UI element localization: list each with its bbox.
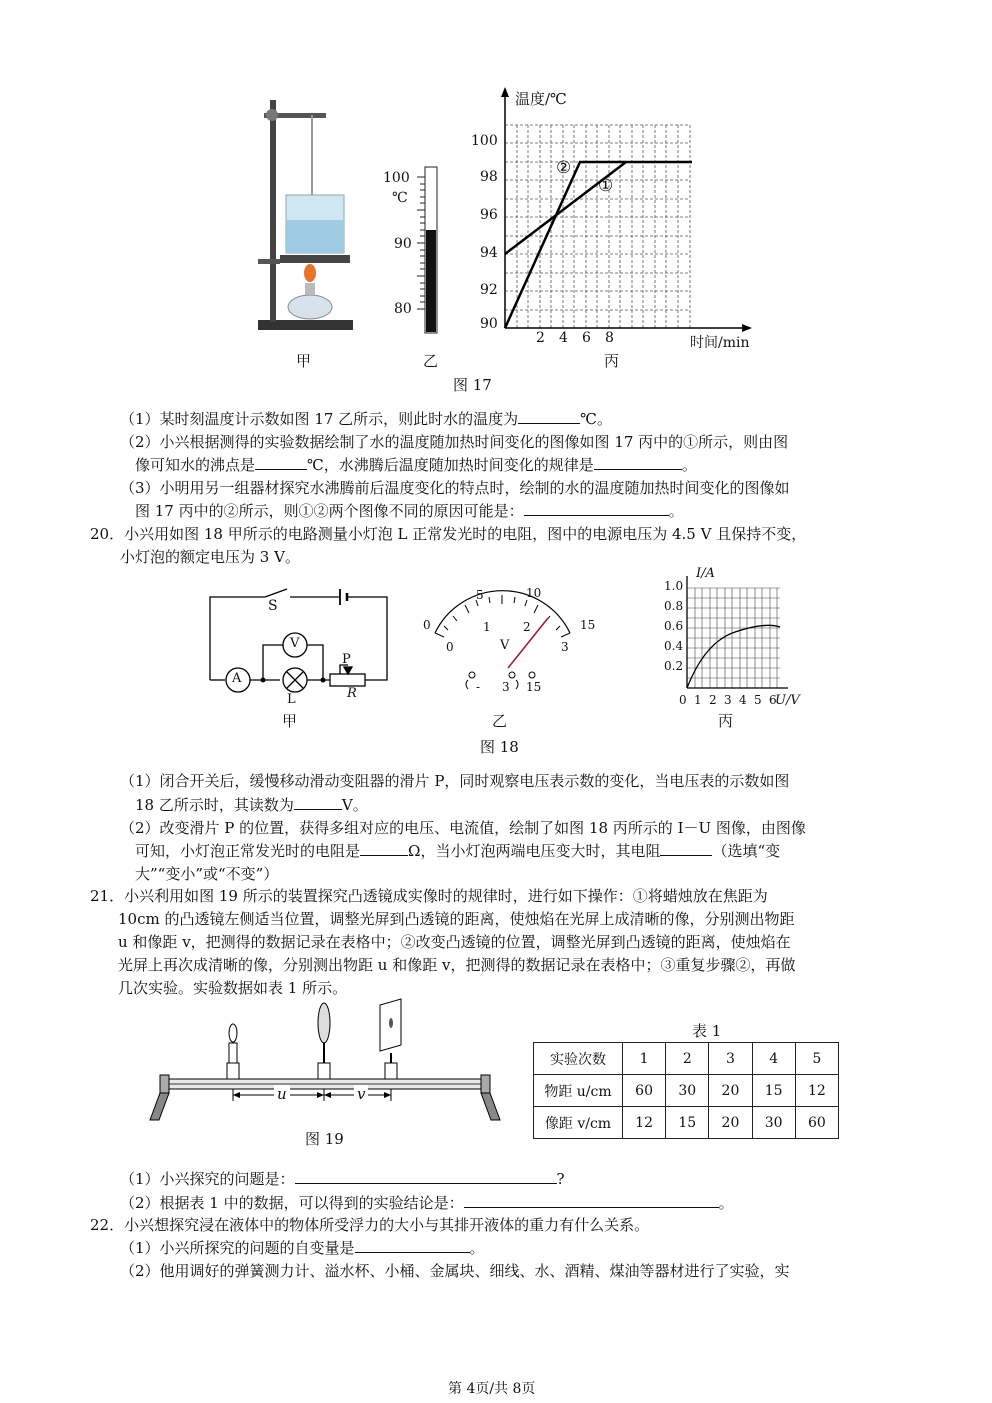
iu-ytick-0.6: 0.6 <box>664 619 684 633</box>
fig19-u-label: u <box>274 1085 290 1103</box>
q20-a2b: 可知，小灯泡正常发光时的电阻是 Ω，当小灯泡两端电压变大时，其电阻 （选填“变 <box>135 842 781 860</box>
voltmeter-bottom-2: 2 <box>523 620 531 634</box>
graph17-ytick-90: 90 <box>480 316 498 332</box>
iu-xlabel: U/V <box>775 693 800 708</box>
table-cell: 像距 v/cm <box>534 1107 623 1139</box>
fig17-caption: 图 17 <box>453 376 492 394</box>
fig17-label-yi: 乙 <box>423 352 439 370</box>
iu-xticks <box>679 693 781 707</box>
q19-line1: （1）某时刻温度计示数如图 17 乙所示，则此时水的温度为 ℃。 <box>120 410 612 428</box>
table-cell: 60 <box>795 1107 838 1139</box>
graph17-xtick-2: 2 <box>536 330 545 346</box>
table-cell: 物距 u/cm <box>534 1075 623 1107</box>
table-cell: 3 <box>709 1043 752 1075</box>
optical-bench <box>145 995 505 1125</box>
iu-xtick: 0 <box>679 693 687 707</box>
iu-graph <box>680 572 792 704</box>
fig17-graph <box>470 85 770 350</box>
table-row <box>534 1107 839 1139</box>
circuit-label-jia: 甲 <box>282 712 298 730</box>
iu-label-bing: 丙 <box>718 712 734 730</box>
circuit-ammeter-label: A <box>232 671 242 686</box>
answer-blank[interactable] <box>295 1169 557 1184</box>
q20-a2a: （2）改变滑片 P 的位置，获得多组对应的电压、电流值，绘制了如图 18 丙所示的 I－U 图像，由图像 <box>120 819 806 837</box>
answer-blank[interactable] <box>355 1238 470 1253</box>
thermo-unit: ℃ <box>392 190 408 206</box>
voltmeter-terminal-minus: - <box>476 680 481 694</box>
iu-ytick-0.2: 0.2 <box>664 659 684 673</box>
q21-line5: 几次实验。实验数据如表 1 所示。 <box>118 979 348 997</box>
voltmeter-bottom-3: 3 <box>561 640 569 654</box>
q21-line4: 光屏上再次成清晰的像，分别测出物距 u 和像距 v，把测得的数据记录在表格中；③重复步骤②，再做 <box>118 956 796 974</box>
voltmeter-bottom-0: 0 <box>446 640 454 654</box>
table-cell: 4 <box>752 1043 795 1075</box>
graph17-ylabel: 温度/℃ <box>515 90 567 108</box>
circuit-voltmeter-label: V <box>290 636 300 651</box>
table-cell: 15 <box>752 1075 795 1107</box>
graph17-xtick-8: 8 <box>605 330 614 346</box>
table-cell: 30 <box>752 1107 795 1139</box>
graph17-ytick-94: 94 <box>480 245 498 261</box>
q21-a2: （2）根据表 1 中的数据，可以得到的实验结论是： 。 <box>120 1194 734 1212</box>
table-row <box>534 1075 839 1107</box>
q21-line3: u 和像距 v，把测得的数据记录在表格中；②改变凸透镜的位置，调整光屏到凸透镜的距离，使烛焰在 <box>118 933 791 951</box>
table-cell: 20 <box>709 1107 752 1139</box>
circuit-slider-label: P <box>342 652 351 667</box>
graph17-ytick-98: 98 <box>480 169 498 185</box>
answer-blank[interactable] <box>255 455 307 470</box>
thermo-tick-80: 80 <box>394 301 412 317</box>
voltmeter-top-0: 0 <box>423 618 431 632</box>
graph17-xtick-4: 4 <box>559 330 568 346</box>
table-cell: 5 <box>795 1043 838 1075</box>
voltmeter-top-10: 10 <box>526 586 542 600</box>
table1 <box>533 1042 839 1139</box>
iu-ytick-0.8: 0.8 <box>664 599 684 613</box>
graph17-xlabel: 时间/min <box>690 335 750 351</box>
table-cell: 2 <box>666 1043 709 1075</box>
answer-blank[interactable] <box>294 795 342 810</box>
q19-line2b: 像可知水的沸点是 ℃，水沸腾后温度随加热时间变化的规律是 。 <box>135 456 697 474</box>
fig17-thermometer <box>378 165 458 337</box>
graph17-mark-2: ② <box>556 158 572 178</box>
q21-a1: （1）小兴探究的问题是： ? <box>120 1170 565 1188</box>
fig17-label-jia: 甲 <box>296 352 312 370</box>
page-footer: 第 4页/共 8页 <box>448 1381 536 1397</box>
q20-line1: 20．小兴用如图 18 甲所示的电路测量小灯泡 L 正常发光时的电阻，图中的电源电压为 4.5 V 且保持不变， <box>90 525 807 543</box>
table-cell: 15 <box>666 1107 709 1139</box>
iu-xtick: 2 <box>709 693 717 707</box>
table-row <box>534 1043 839 1075</box>
q21-line1: 21．小兴利用如图 19 所示的装置探究凸透镜成实像时的规律时，进行如下操作：①将蜡烛放在焦距为 <box>90 887 768 905</box>
table-cell: 1 <box>623 1043 666 1075</box>
q19-line3a: （3）小明用另一组器材探究水沸腾前后温度变化的特点时，绘制的水的温度随加热时间变化的图像如 <box>120 479 790 497</box>
q22-line1: 22．小兴想探究浸在液体中的物体所受浮力的大小与其排开液体的重力有什么关系。 <box>90 1216 650 1234</box>
q22-a2: （2）他用调好的弹簧测力计、溢水杯、小桶、金属块、细线、水、酒精、煤油等器材进行了实验，实 <box>120 1262 790 1280</box>
circuit-rheostat-label: R <box>347 686 357 701</box>
voltmeter-top-15: 15 <box>580 618 596 632</box>
voltmeter-terminal-15: 15 <box>526 680 542 694</box>
answer-blank[interactable] <box>360 841 408 856</box>
iu-xtick: 4 <box>739 693 747 707</box>
table-cell: 20 <box>709 1075 752 1107</box>
q20-a1b: 18 乙所示时，其读数为 V。 <box>135 796 368 814</box>
iu-xtick: 6 <box>769 693 777 707</box>
iu-xtick: 5 <box>754 693 762 707</box>
circuit-diagram <box>205 585 395 705</box>
circuit-lamp-label: L <box>287 692 296 707</box>
answer-blank[interactable] <box>594 455 682 470</box>
answer-blank[interactable] <box>524 501 669 516</box>
iu-ytick-0.4: 0.4 <box>664 639 684 653</box>
fig17-label-bing: 丙 <box>604 352 620 370</box>
iu-xtick: 1 <box>694 693 702 707</box>
voltmeter-bottom-1: 1 <box>483 620 491 634</box>
fig18-caption: 图 18 <box>480 738 519 756</box>
circuit-switch-label: S <box>268 598 278 614</box>
graph17-ytick-100: 100 <box>471 133 498 149</box>
q20-a2c: 大”“变小”或“不变”） <box>135 865 279 883</box>
iu-xtick: 3 <box>724 693 732 707</box>
answer-blank[interactable] <box>464 1193 719 1208</box>
q20-line2: 小灯泡的额定电压为 3 V。 <box>120 548 300 566</box>
answer-blank[interactable] <box>660 841 712 856</box>
table-cell: 12 <box>795 1075 838 1107</box>
fig19-caption: 图 19 <box>305 1130 344 1148</box>
table-cell: 12 <box>623 1107 666 1139</box>
q22-a1: （1）小兴所探究的问题的自变量是 。 <box>120 1239 485 1257</box>
answer-blank[interactable] <box>518 409 580 424</box>
q20-a1a: （1）闭合开关后，缓慢移动滑动变阻器的滑片 P，同时观察电压表示数的变化，当电压表的示数如图 <box>120 772 790 790</box>
voltmeter-label-yi: 乙 <box>492 712 508 730</box>
voltmeter-top-5: 5 <box>476 588 484 602</box>
table-cell: 实验次数 <box>534 1043 623 1075</box>
fig17-apparatus <box>250 95 360 340</box>
voltmeter-unit: V <box>500 638 510 653</box>
table-cell: 60 <box>623 1075 666 1107</box>
q21-line2: 10cm 的凸透镜左侧适当位置，调整光屏到凸透镜的距离，使烛焰在光屏上成清晰的像，分别测出物距 <box>118 910 795 928</box>
graph17-ytick-92: 92 <box>480 282 498 298</box>
fig19-v-label: v <box>354 1085 368 1103</box>
iu-ylabel: I/A <box>696 566 715 581</box>
voltmeter-terminal-3: 3 <box>502 680 510 694</box>
q19-line2a: （2）小兴根据测得的实验数据绘制了水的温度随加热时间变化的图像如图 17 丙中的①所示，则由图 <box>120 433 789 451</box>
graph17-ytick-96: 96 <box>480 207 498 223</box>
thermo-tick-100: 100 <box>383 170 410 186</box>
q19-line3b: 图 17 丙中的②所示，则①②两个图像不同的原因可能是： 。 <box>135 502 684 520</box>
graph17-mark-1: ① <box>598 176 614 196</box>
iu-ytick-1.0: 1.0 <box>664 579 684 593</box>
thermo-tick-90: 90 <box>394 236 412 252</box>
table1-title: 表 1 <box>692 1022 722 1040</box>
graph17-xtick-6: 6 <box>582 330 591 346</box>
table-cell: 30 <box>666 1075 709 1107</box>
